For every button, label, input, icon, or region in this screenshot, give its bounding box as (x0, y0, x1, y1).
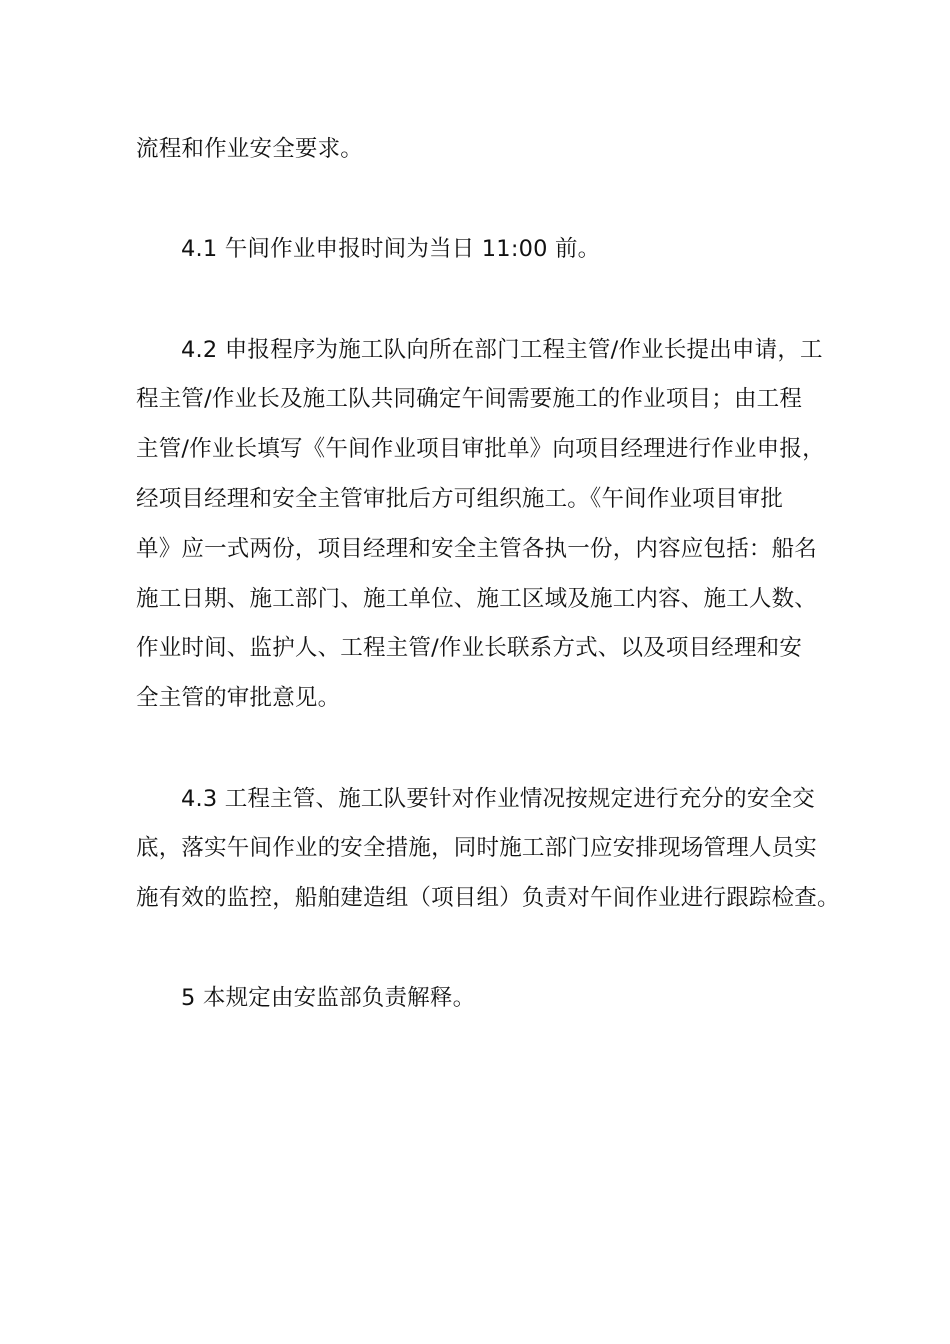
section-4-2-line: 全主管的审批意见。 (136, 685, 341, 711)
section-4-2-line: 单》应一式两份，项目经理和安全主管各执一份，内容应包括：船名 (136, 536, 818, 562)
section-5: 5 本规定由安监部负责解释。 (181, 985, 476, 1011)
section-4-2-line: 程主管/作业长及施工队共同确定午间需要施工的作业项目；由工程 (136, 386, 803, 412)
section-4-2-line: 施工日期、施工部门、施工单位、施工区域及施工内容、施工人数、 (136, 586, 818, 612)
section-4-3-line: 底，落实午间作业的安全措施，同时施工部门应安排现场管理人员实 (136, 835, 818, 861)
section-4-2-line: 经项目经理和安全主管审批后方可组织施工。《午间作业项目审批 (136, 486, 784, 512)
section-4-1: 4.1 午间作业申报时间为当日 11:00 前。 (181, 236, 601, 262)
section-4-2-line: 4.2 申报程序为施工队向所在部门工程主管/作业长提出申请，工 (181, 337, 823, 363)
section-4-2-line: 主管/作业长填写《午间作业项目审批单》向项目经理进行作业申报， (136, 436, 825, 462)
section-4-3-line: 4.3 工程主管、施工队要针对作业情况按规定进行充分的安全交 (181, 786, 815, 812)
section-4-3-line: 施有效的监控，船舶建造组（项目组）负责对午间作业进行跟踪检查。 (136, 885, 840, 911)
section-4-2-line: 作业时间、监护人、工程主管/作业长联系方式、以及项目经理和安 (136, 635, 803, 661)
intro-line: 流程和作业安全要求。 (136, 136, 364, 162)
